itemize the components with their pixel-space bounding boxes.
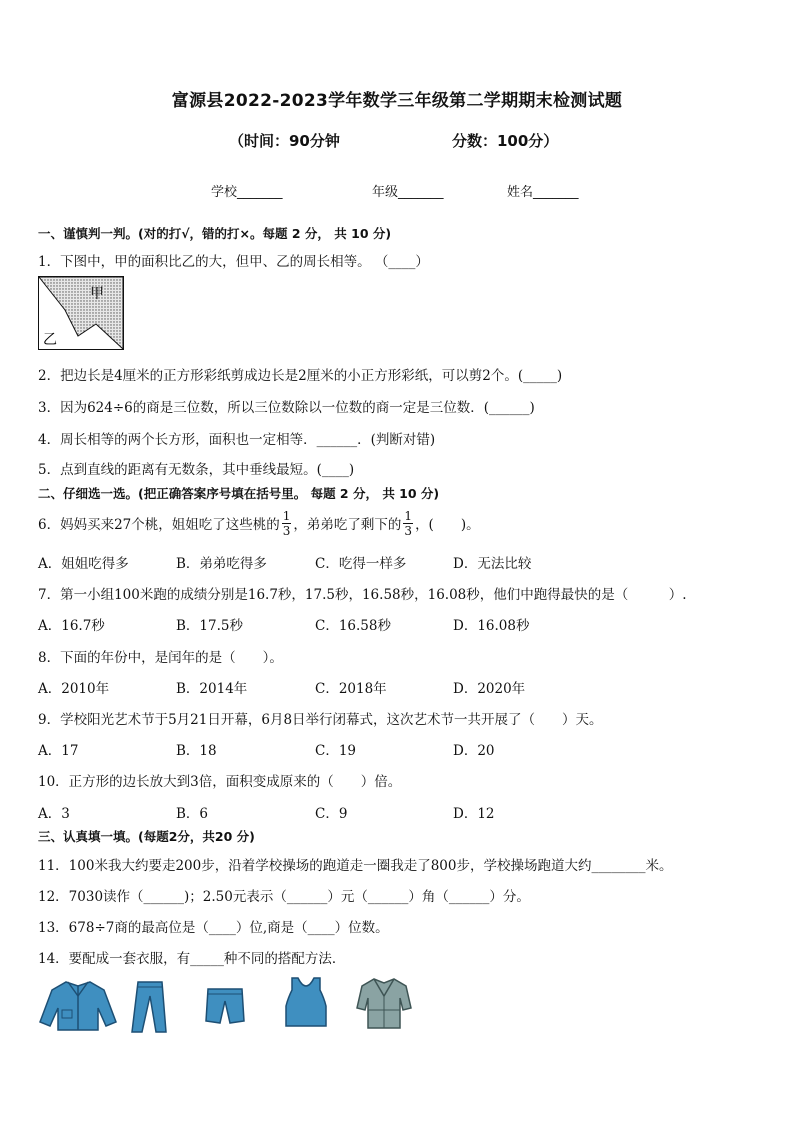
section-2-heading: 二、仔细选一选。(把正确答案序号填在括号里。 每题 2 分， 共 10 分): [38, 486, 440, 501]
option-a: A．17: [38, 743, 79, 759]
question-6-text-b: ，弟弟吃了剩下的: [293, 517, 402, 533]
option-a: A．姐姐吃得多: [38, 556, 129, 572]
question-1: 1．下图中，甲的面积比乙的大，但甲、乙的周长相等。 （____）: [38, 254, 429, 270]
question-5: 5．点到直线的距离有无数条，其中垂线最短。(____): [38, 462, 355, 478]
fraction-numerator: 1: [404, 508, 413, 523]
label-jia: 甲: [90, 286, 104, 302]
grade-field: 年级_______: [372, 185, 444, 200]
fraction-one-third: [403, 509, 413, 538]
fraction-denominator: 3: [404, 523, 413, 538]
question-3: 3．因为624÷6的商是三位数，所以三位数除以一位数的商一定是三位数．(______): [38, 400, 535, 416]
option-a: A．16.7秒: [38, 618, 105, 634]
option-d: D．无法比较: [453, 556, 532, 572]
question-9: 9．学校阳光艺术节于5月21日开幕，6月8日举行闭幕式，这次艺术节一共开展了（ ）天。: [38, 712, 603, 728]
option-c: C．吃得一样多: [315, 556, 407, 572]
tank-top-icon: [284, 976, 328, 1028]
fraction-denominator: 3: [282, 523, 291, 538]
section-1-heading: 一、谨慎判一判。(对的打√，错的打×。每题 2 分， 共 10 分): [38, 226, 392, 241]
option-d: D．2020年: [453, 681, 526, 697]
exam-time: （时间：90分钟: [229, 132, 340, 150]
option-c: C．19: [315, 743, 357, 759]
question-14: 14．要配成一套衣服，有_____种不同的搭配方法．: [38, 951, 346, 967]
question-10: 10．正方形的边长放大到3倍，面积变成原来的（ ）倍。: [38, 774, 402, 790]
option-a: A．3: [38, 806, 70, 822]
exam-score: 分数：100分）: [452, 132, 559, 150]
question-2: 2．把边长是4厘米的正方形彩纸剪成边长是2厘米的小正方形彩纸，可以剪2个。(_____): [38, 368, 563, 384]
option-c: C．9: [315, 806, 348, 822]
question-6: [38, 506, 480, 540]
question-7: 7．第一小组100米跑的成绩分别是16.7秒，17.5秒，16.58秒，16.08秒，他们中跑得最快的是（ ）.: [38, 587, 687, 603]
option-a: A．2010年: [38, 681, 110, 697]
jacket-icon: [38, 978, 118, 1034]
question-11: 11．100米我大约要走200步，沿着学校操场的跑道走一圈我走了800步，学校操场跑道大约________米。: [38, 858, 673, 874]
page-title: 富源县2022-2023学年数学三年级第二学期期末检测试题: [171, 91, 623, 111]
option-b: B．6: [176, 806, 209, 822]
question-13: 13．678÷7商的最高位是（____）位,商是（____）位数。: [38, 920, 389, 936]
section-3-heading: 三、认真填一填。(每题2分，共20 分): [38, 829, 255, 844]
name-field: 姓名_______: [507, 185, 579, 200]
option-d: D．16.08秒: [453, 618, 530, 634]
shorts-icon: [204, 985, 246, 1027]
fraction-numerator: 1: [282, 508, 291, 523]
option-b: B．17.5秒: [176, 618, 243, 634]
option-b: B．18: [176, 743, 217, 759]
question-6-text-c: ，( )。: [415, 517, 480, 533]
question-4: 4．周长相等的两个长方形，面积也一定相等．______．(判断对错): [38, 432, 436, 448]
label-yi: 乙: [43, 332, 57, 348]
question-8: 8．下面的年份中，是闰年的是（ ）。: [38, 650, 283, 666]
school-field: 学校_______: [211, 185, 283, 200]
option-d: D．12: [453, 806, 495, 822]
option-c: C．16.58秒: [315, 618, 391, 634]
question-6-text-a: 6．妈妈买来27个桃，姐姐吃了这些桃的: [38, 517, 280, 533]
option-c: C．2018年: [315, 681, 387, 697]
question-12: 12．7030读作（______)；2.50元表示（______）元（______）角（______）分。: [38, 889, 530, 905]
option-b: B．弟弟吃得多: [176, 556, 267, 572]
fraction-one-third: [282, 509, 292, 538]
option-d: D．20: [453, 743, 495, 759]
trousers-icon: [128, 980, 170, 1034]
option-b: B．2014年: [176, 681, 248, 697]
coat-icon: [356, 976, 412, 1030]
area-perimeter-figure: [38, 276, 124, 350]
